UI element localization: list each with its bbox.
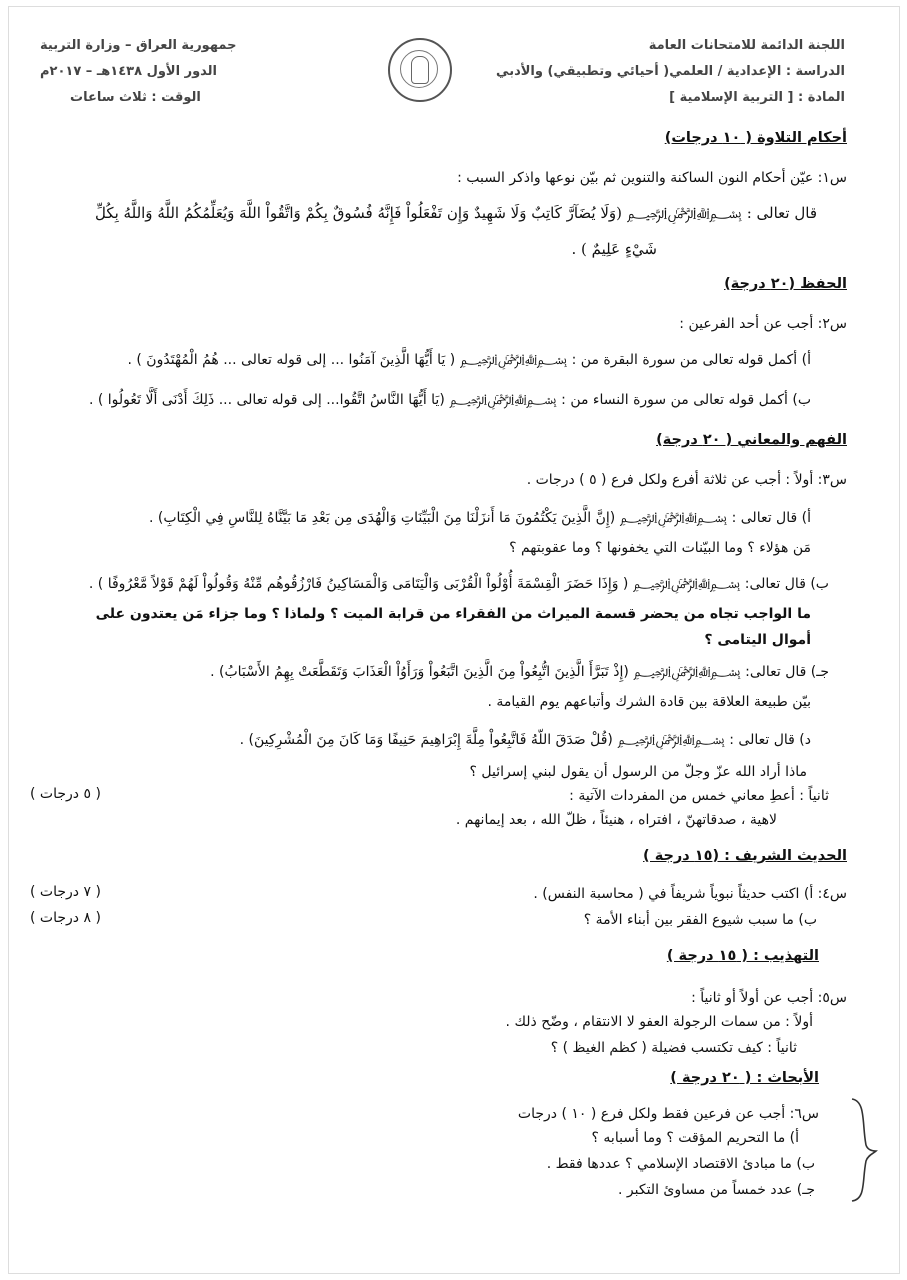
q6-branch-b: ب) ما مبادئ الاقتصاد الإسلامي ؟ عددها فقط . bbox=[546, 1156, 815, 1172]
subject-line: المادة : [ التربية الإسلامية ] bbox=[669, 90, 845, 105]
q6-branch-a: أ) ما التحريم المؤقت ؟ وما أسبابه ؟ bbox=[591, 1130, 799, 1146]
q3-second-marks: ( ٥ درجات ) bbox=[30, 786, 101, 802]
q4-branch-b: ب) ما سبب شيوع الفقر بين أبناء الأمة ؟ bbox=[583, 912, 817, 928]
q3-a-verse: أ) قال تعالى : ﷽ (إِنَّ الَّذِينَ يَكْتُمُونَ مَا أَنزَلْنَا مِنَ الْبَيِّنَاتِ وَالْهُدَى مِن بَعْدِ مَا بَيَّنَّاهُ لِلنَّاسِ فِي الْكِتَابِ) . bbox=[149, 510, 811, 526]
study-line: الدراسة : الإعدادية / العلمي( أحيائي وتطبيقي) والأدبي bbox=[496, 64, 845, 79]
time-line: الوقت : ثلاث ساعات bbox=[70, 90, 201, 105]
q6-text: س٦: أجب عن فرعين فقط ولكل فرع ( ١٠ ) درجات bbox=[517, 1106, 819, 1122]
republic-line: جمهورية العراق – وزارة التربية bbox=[40, 38, 237, 53]
q6-branch-c: جـ) عدد خمساً من مساوئ التكبر . bbox=[618, 1182, 815, 1198]
q3-d-question: ماذا أراد الله عزّ وجلّ من الرسول أن يقول لبني إسرائيل ؟ bbox=[469, 764, 807, 780]
q3-second-part: ثانياً : أعطِ معاني خمس من المفردات الآتية : bbox=[569, 788, 829, 804]
q3-d-verse: د) قال تعالى : ﷽ (قُلْ صَدَقَ اللّهُ فَاتَّبِعُواْ مِلَّةَ إِبْرَاهِيمَ حَنِيفًا وَمَا كَانَ مِنَ الْمُشْرِكِينَ) . bbox=[239, 732, 811, 748]
q4-b-marks: ( ٨ درجات ) bbox=[30, 910, 101, 926]
q3-c-question: بيّن طبيعة العلاقة بين قادة الشرك وأتباعهم يوم القيامة . bbox=[487, 694, 811, 710]
q5-text: س٥: أجب عن أولاً أو ثانياً : bbox=[691, 990, 847, 1006]
ministry-seal-icon bbox=[388, 38, 452, 102]
q1-verse-line1: قال تعالى : ﷽ (وَلَا يُضَآرَّ كَاتِبٌ وَلَا شَهِيدٌ وَإِن تَفْعَلُواْ فَإِنَّهُ فُسُوقٌ بِكُمْ وَاتَّقُواْ اللَّهَ وَيُعَلِّمُكُمُ اللَّهُ وَاللَّهُ بِكُلِّ bbox=[94, 204, 817, 222]
committee-title: اللجنة الدائمة للامتحانات العامة bbox=[648, 38, 845, 53]
q3-c-verse: جـ) قال تعالى: ﷽ (إِذْ تَبَرَّأَ الَّذِينَ اتُّبِعُواْ مِنَ الَّذِينَ اتَّبَعُواْ وَرَأَوُاْ الْعَذَابَ وَتَقَطَّعَتْ بِهِمُ الأَسْبَابُ) . bbox=[210, 664, 829, 680]
handwritten-brace-icon bbox=[848, 1095, 880, 1205]
q3-b-question-line2: أموال اليتامى ؟ bbox=[704, 632, 811, 648]
q2-branch-b: ب) أكمل قوله تعالى من سورة النساء من : ﷽ (يَا أَيُّهَا النَّاسُ اتَّقُوا... إلى قوله تعالى ... ذَلِكَ أَدْنَى أَلَّا تَعُولُوا ) . bbox=[88, 392, 811, 408]
q3-intro: س٣: أولاً : أجب عن ثلاثة أفرع ولكل فرع ( ٥ ) درجات . bbox=[526, 472, 847, 488]
q3-b-verse: ب) قال تعالى: ﷽ ( وَإِذَا حَضَرَ الْقِسْمَةَ أُوْلُواْ الْقُرْبَى وَالْيَتَامَى وَالْمَسَاكِينُ فَارْزُقُوهُم مِّنْهُ وَقُولُواْ لَهُمْ قَوْلاً مَّعْرُوفًا ) . bbox=[88, 576, 829, 592]
q5-second: ثانياً : كيف تكتسب فضيلة ( كظم الغيظ ) ؟ bbox=[550, 1040, 797, 1056]
q2-text: س٢: أجب عن أحد الفرعين : bbox=[679, 316, 847, 332]
round-line: الدور الأول ١٤٣٨هـ – ٢٠١٧م bbox=[40, 64, 218, 79]
q5-first: أولاً : من سمات الرجولة العفو لا الانتقام ، وضّح ذلك . bbox=[505, 1014, 813, 1030]
q3-a-question: مَن هؤلاء ؟ وما البيّنات التي يخفونها ؟ وما عقوبتهم ؟ bbox=[509, 540, 811, 556]
q2-branch-a: أ) أكمل قوله تعالى من سورة البقرة من : ﷽ ( يَا أَيُّهَا الَّذِينَ آمَنُوا ... إلى قوله تعالى ... هُمُ الْمُهْتَدُونَ ) . bbox=[127, 352, 811, 368]
q3-b-question-line1: ما الواجب تجاه من يحضر قسمة الميراث من الفقراء من قرابة الميت ؟ ولماذا ؟ وما جزاء مَن يعتدون على bbox=[95, 606, 811, 622]
section-hadith-title: الحديث الشريف : (١٥ درجة ) bbox=[643, 848, 847, 864]
section-ethics-title: التهذيب : ( ١٥ درجة ) bbox=[666, 948, 819, 964]
q4-a-marks: ( ٧ درجات ) bbox=[30, 884, 101, 900]
section-memorization-title: الحفظ (٢٠ درجة) bbox=[724, 276, 847, 292]
q3-vocabulary-words: لاهية ، صدقاتهنّ ، افتراه ، هنيئاً ، ظلّ الله ، بعد إيمانهم . bbox=[455, 812, 777, 828]
q1-text: س١: عيّن أحكام النون الساكنة والتنوين ثم بيّن نوعها واذكر السبب : bbox=[457, 170, 847, 186]
section-research-title: الأبحاث : ( ٢٠ درجة ) bbox=[670, 1070, 819, 1086]
section-tajweed-title: أحكام التلاوة ( ١٠ درجات) bbox=[664, 130, 847, 146]
section-understanding-title: الفهم والمعاني ( ٢٠ درجة) bbox=[656, 432, 847, 448]
q4-branch-a: س٤: أ) اكتب حديثاً نبوياً شريفاً في ( محاسبة النفس) . bbox=[533, 886, 847, 902]
q1-verse-line2: شَيْءٍ عَلِيمٌ ) . bbox=[571, 240, 657, 258]
